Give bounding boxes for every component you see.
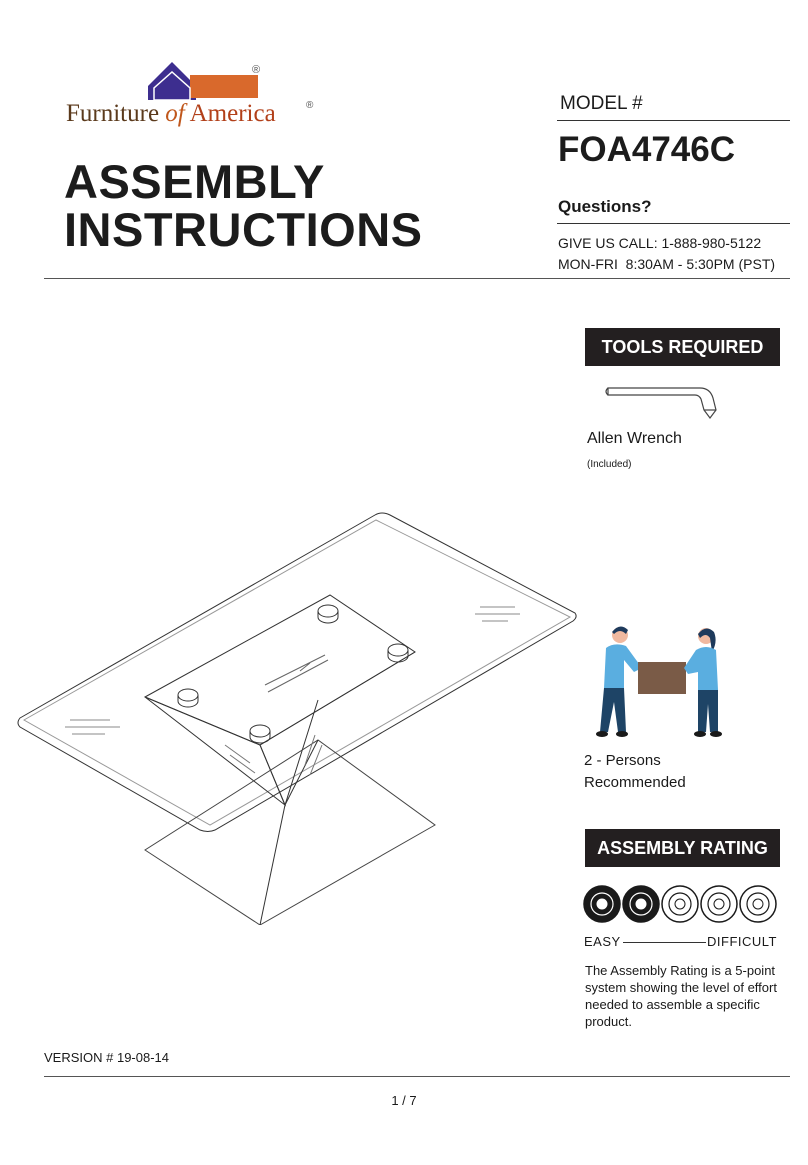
divider (44, 278, 790, 279)
divider (44, 1076, 790, 1077)
assembly-rating-circles (582, 882, 782, 926)
contact-info (558, 233, 775, 275)
rating-circle-empty (701, 886, 737, 922)
coffee-table-illustration (10, 505, 585, 925)
title-line1: ASSEMBLY (64, 155, 325, 208)
page-title (64, 155, 423, 256)
persons-recommended: Recommended (584, 774, 686, 791)
rating-difficult-label: DIFFICULT (707, 934, 777, 949)
questions-heading: Questions? (558, 197, 652, 216)
rating-circle-empty (662, 886, 698, 922)
registered-mark: ® (252, 64, 261, 76)
title-line2: INSTRUCTIONS (64, 203, 423, 256)
registered-mark: ® (306, 100, 314, 111)
rating-easy-label: EASY (584, 934, 621, 949)
rating-description: The Assembly Rating is a 5-point system showing the level of effort needed to assemble a specific product. (585, 963, 777, 1029)
persons-recommendation (584, 750, 686, 794)
rating-scale-line (623, 942, 706, 943)
contact-phone: GIVE US CALL: 1-888-980-5122 (558, 235, 762, 251)
persons-count: 2 - Persons (584, 752, 661, 769)
contact-hours: MON-FRI 8:30AM - 5:30PM (PST) (558, 256, 776, 272)
two-persons-carrying-box-icon (582, 620, 742, 740)
tool-label: Allen Wrench (587, 430, 682, 447)
rating-circle-filled (584, 886, 620, 922)
version-label: VERSION # 19-08-14 (44, 1050, 170, 1065)
rating-circle-filled (623, 886, 659, 922)
assembly-rating-banner: ASSEMBLY RATING (585, 829, 780, 867)
divider (557, 223, 790, 224)
allen-wrench-icon (600, 380, 730, 424)
model-label: MODEL # (560, 93, 643, 114)
tools-required-banner: TOOLS REQUIRED (585, 328, 780, 366)
page-number: 1 / 7 (391, 1093, 417, 1108)
rating-circle-empty (740, 886, 776, 922)
divider (557, 120, 790, 121)
tool-note: (Included) (587, 459, 632, 470)
brand-logo-text: Furniture of America (66, 100, 276, 127)
model-number: FOA4746C (558, 130, 736, 169)
